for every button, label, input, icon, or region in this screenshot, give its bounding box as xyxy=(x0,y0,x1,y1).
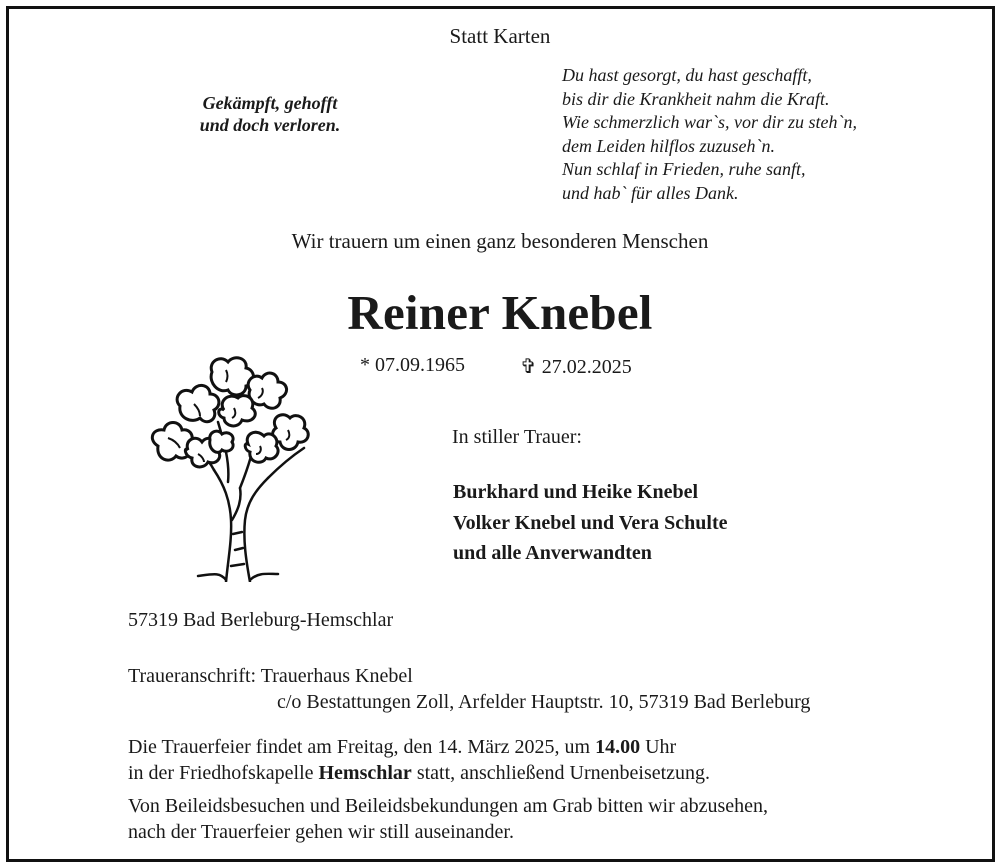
cross-icon: ✞ xyxy=(520,356,537,378)
service-text: Uhr xyxy=(640,736,677,758)
service-place: Hemschlar xyxy=(318,762,412,784)
motto-line-2: und doch verloren. xyxy=(199,115,341,135)
closing-note xyxy=(128,793,768,845)
service-line-1 xyxy=(128,734,710,760)
address-line-2: c/o Bestattungen Zoll, Arfelder Hauptstr. 10, 57319 Bad Berleburg xyxy=(277,691,811,713)
top-note: Statt Karten xyxy=(449,24,551,48)
address-line-1: Traueranschrift: Trauerhaus Knebel xyxy=(128,665,413,687)
mourning-address xyxy=(128,663,810,715)
poem-line: bis dir die Krankheit nahm die Kraft. xyxy=(562,88,830,109)
mourner-name: Burkhard und Heike Knebel xyxy=(453,481,699,503)
poem-line: Wie schmerzlich war`s, vor dir zu steh`n, xyxy=(562,112,857,132)
poem xyxy=(562,64,857,205)
mourner-name: und alle Anverwandten xyxy=(453,542,652,564)
poem-line: und hab` für alles Dank. xyxy=(562,182,739,203)
death-date-value: 27.02.2025 xyxy=(541,356,632,378)
intro-line: Wir trauern um einen ganz besonderen Menschen xyxy=(291,229,709,253)
motto-line-1: Gekämpft, gehofft xyxy=(202,93,338,113)
poem-line: Nun schlaf in Frieden, ruhe sanft, xyxy=(562,159,806,179)
mourner-name: Volker Knebel und Vera Schulte xyxy=(453,511,728,534)
poem-line: Du hast gesorgt, du hast geschafft, xyxy=(562,65,812,85)
service-text: statt, anschließend Urnenbeisetzung. xyxy=(411,762,711,784)
mourning-label: In stiller Trauer: xyxy=(452,426,582,448)
place-line: 57319 Bad Berleburg-Hemschlar xyxy=(128,609,394,631)
service-info xyxy=(128,734,710,786)
death-date xyxy=(520,354,632,379)
service-text: in der Friedhofskapelle xyxy=(128,762,319,784)
tree-icon xyxy=(128,350,324,582)
service-text: Die Trauerfeier findet am Freitag, den 14. März 2025, um xyxy=(128,736,596,758)
service-time: 14.00 xyxy=(595,736,641,758)
motto xyxy=(150,92,390,136)
service-line-2 xyxy=(128,760,710,786)
birth-date: * 07.09.1965 xyxy=(360,354,465,376)
deceased-name: Reiner Knebel xyxy=(347,285,653,340)
closing-line: nach der Trauerfeier gehen wir still auseinander. xyxy=(128,821,514,843)
poem-line: dem Leiden hilflos zuzuseh`n. xyxy=(562,135,775,156)
closing-line: Von Beileidsbesuchen und Beileidsbekundungen am Grab bitten wir abzusehen, xyxy=(128,795,769,817)
mourners-list xyxy=(453,477,728,569)
